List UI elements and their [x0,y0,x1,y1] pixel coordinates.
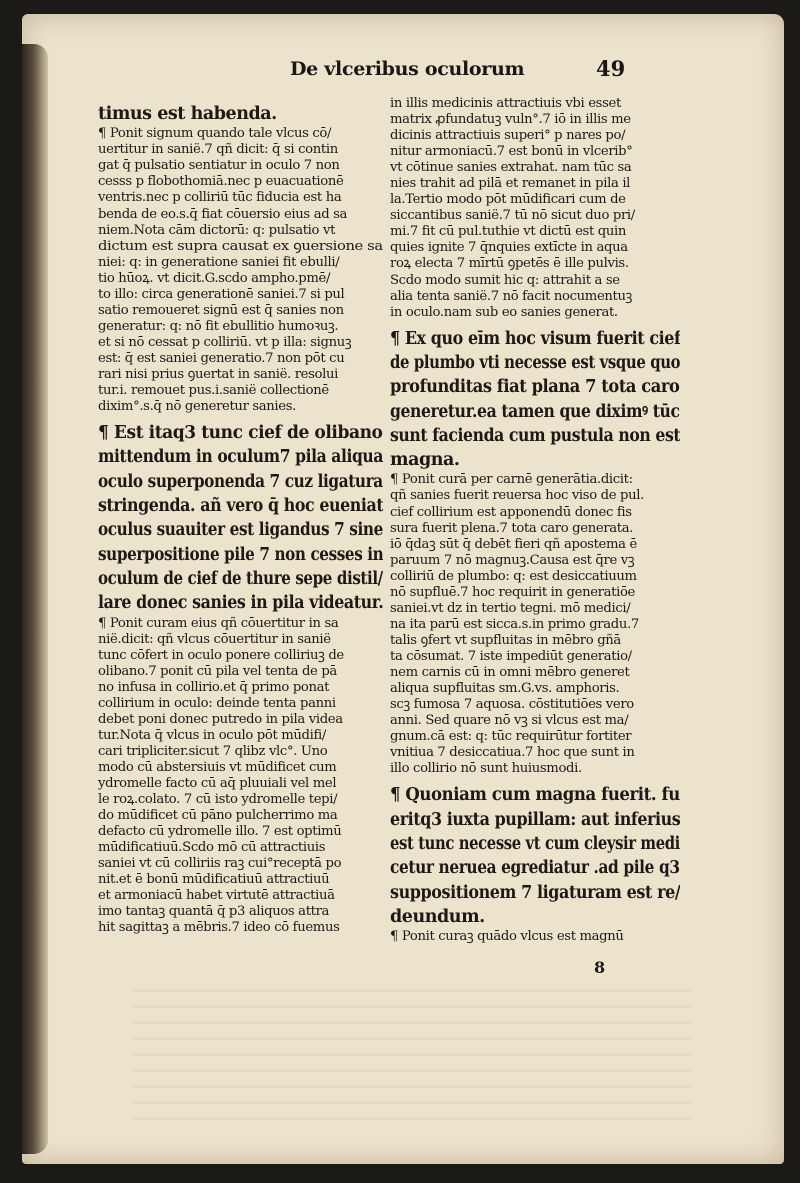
text-line: vnitiua 7 desiccatiua.7 hoc que sunt in [390,745,635,761]
text-line: Scdo modo sumit hic q: attrahit a se [390,272,620,288]
text-line: cief collirium est apponendū donec fis [390,504,632,520]
text-line: hit sagittaꝫ a mēbris.7 ideo cō fuemus [98,920,340,936]
text-line: dixim°.s.q̄ nō generetur sanies. [98,399,297,415]
text-line: profunditas fiat plana 7 tota caro [390,377,680,398]
text-line: sunt facienda cum pustula non est [390,425,680,446]
commentary-block [390,929,680,945]
text-line: deundum. [390,906,485,927]
left-column [98,96,383,936]
text-line: satio remoueret signū est q̄ sanies non [98,302,344,318]
text-line: eritq3 iuxta pupillam: aut inferius [390,809,680,830]
text-line: cetur neruea egrediatur .ad pile q3 [390,858,680,879]
text-line: saniei.vt dz in tertio tegni. mō medici/ [390,600,631,616]
text-line: no infusa in collirio.et q̄ primo ponat [98,679,330,695]
text-block-large [98,102,383,126]
text-block-large [390,783,680,929]
text-line: cari tripliciter.sicut 7 qlibz vlc°. Uno [98,743,328,759]
text-line: alia tenta sanië.7 nō facit nocumentuꝫ [390,288,633,304]
text-line: ¶ Est itaq3 tunc cief de olibano [98,423,383,444]
text-line: rari nisi prius ꝯuertat in sanië. resolui [98,367,339,382]
text-line: suppositionem 7 ligaturam est re/ [390,882,681,903]
text-line: ¶ Quoniam cum magna fuerit. fu [390,785,680,806]
text-line: dictum est supra causat ex ꝯuersione sa [98,238,383,254]
text-line: colliriū de plumbo: q: est desiccatiuum [390,568,637,584]
text-line: timus est habenda. [98,104,277,124]
text-line: nit.et ē bonū mūdificatiuū attractiuū [98,872,330,888]
text-line: superpositione pile 7 non cesses in [98,544,384,565]
text-block-large [98,421,383,615]
text-line: cesss p flobothomiā.nec p euacuationē [98,174,344,190]
text-line: niem.Nota cām dictorū: q: pulsatio vt [98,222,336,238]
text-line: la.Tertio modo pōt mūdificari cum de [390,192,626,208]
text-line: est: q̄ est saniei generatio.7 non pōt cu [98,350,345,366]
text-line: benda de eo.s.q̄ fiat cōuersio eius ad sa [98,206,348,222]
commentary-block [98,616,383,937]
signature-mark: 8 [594,958,606,977]
text-line: et si nō cessat p colliriū. vt p illa: signuꝫ [98,334,352,350]
text-line: ¶ Ponit curam eius qñ cōuertitur in sa [98,615,339,631]
text-line: uertitur in sanië.7 qñ dicit: q̄ si contin [98,142,338,158]
text-line: collirium in oculo: deinde tenta panni [98,695,336,711]
text-line: debet poni donec putredo in pila videa [98,711,343,727]
text-line: nem carnis cū in omni mēbro generet [390,665,630,680]
commentary-block [98,126,383,415]
text-line: talis ꝯfert vt supfluitas in mēbro gñā [390,632,621,648]
text-line: nitur armoniacū.7 est bonū in vlcerib° [390,144,633,160]
text-line: illo collirio nō sunt huiusmodi. [390,761,582,777]
text-line: ¶ Ponit signum quando tale vlcus cō/ [98,126,332,142]
text-line: to illo: circa generationē saniei.7 si pul [98,286,345,302]
text-line: oculus suauiter est ligandus 7 sine [98,520,383,541]
text-block-large [390,327,680,473]
text-line: tio hūoꝝ. vt dicit.G.scdo ampho.pmē/ [98,270,331,286]
text-line: ydromelle facto cū aq̄ pluuiali vel mel [98,775,337,791]
commentary-block [390,96,680,321]
text-line: generetur.ea tamen que diximꝰ tūc [390,401,680,422]
text-line: anni. Sed quare nō vꝫ si vlcus est ma/ [390,713,629,729]
text-line: sura fuerit plena.7 tota caro generata. [390,520,634,536]
text-line: siccantibus sanië.7 tū nō sicut duo pri/ [390,208,635,224]
text-line: le roꝝ.colato. 7 cū isto ydromelle tepi/ [98,792,338,808]
text-line: oculo superponenda 7 cuz ligatura [98,471,383,492]
text-line: defacto cū ydromelle illo. 7 est optimū [98,824,342,840]
text-line: mi.7 fit cū pul.tuthie vt dictū est quin [390,224,626,240]
text-line: iō q̄daꝫ sūt q̄ debēt fieri qñ apostema ē [390,536,637,552]
paper-texture [132,989,692,1129]
text-line: qñ sanies fuerit reuersa hoc viso de pul. [390,488,644,504]
text-line: dicinis attractiuis superi° p nares po/ [390,128,626,144]
text-line: tur.i. remouet pus.i.sanië collectionē [98,383,329,399]
text-line: modo cū abstersiuis vt mūdificet cum [98,759,337,775]
text-line: et armoniacū habet virtutē attractiuā [98,888,335,904]
text-line: de plumbo vti necesse est vsque quo [390,352,680,373]
text-line: oculum de cief de thure sepe distil/ [98,568,383,589]
text-line: na ita parū est sicca.s.in primo gradu.7 [390,616,639,632]
text-line: do mūdificet cū pāno pulcherrimo ma [98,808,338,824]
text-line: ¶ Ponit curaꝫ quādo vlcus est magnū [390,929,624,945]
right-column [390,96,680,945]
text-line: lare donec sanies in pila videatur. [98,593,384,614]
text-line: nō supfluē.7 hoc requirit in generatiōe [390,584,636,600]
text-line: mittendum in oculum7 pila aliqua [98,447,383,468]
text-line: roꝝ electa 7 mīrtū ꝯpetēs ē ille pulvis. [390,256,629,272]
text-line: ¶ Ponit curā per carnē generātia.dicit: [390,472,633,488]
text-line: stringenda. añ vero q̄ hoc eueniat [98,496,384,517]
text-line: niei: q: in generatione saniei fit ebulli/ [98,254,340,270]
commentary-block [390,472,680,777]
text-line: nies trahit ad pilā et remanet in pila il [390,176,631,192]
text-line: magna. [390,450,460,471]
text-line: olibano.7 ponit cū pila vel tenta de pā [98,663,337,679]
text-line: nië.dicit: qñ vlcus cōuertitur in sanië [98,631,331,647]
text-line: ventris.nec p colliriū tūc fiducia est ha [98,190,342,206]
text-line: gnum.cā est: q: tūc requirūtur fortiter [390,729,632,745]
text-line: imo tantaꝫ quantā q̄ p3 aliquos attra [98,904,330,920]
text-line: in illis medicinis attractiuis vbi esset [390,96,621,111]
text-line: paruum 7 nō magnuꝫ.Causa est q̄re vꝫ [390,552,635,568]
text-line: in oculo.nam sub eo sanies generat. [390,304,618,320]
text-line: vt cōtinue sanies extrahat. nam tūc sa [390,160,632,176]
folio-number: 49 [596,56,626,81]
text-line: matrix ꝓfundatuꝫ vuln°.7 iō in illis me [390,112,631,128]
text-line: saniei vt cū colliriis raꝫ cui°receptā po [98,856,342,872]
text-line: ta cōsumat. 7 iste impediūt generatio/ [390,648,632,664]
text-line: quies ignite 7 q̄nquies extīcte in aqua [390,240,628,256]
text-line: scꝫ fumosa 7 aquosa. cōstitutiōes vero [390,697,634,713]
text-line: tunc cōfert in oculo ponere colliriuꝫ de [98,647,344,663]
text-line: aliqua supfluitas sm.G.vs. amphoris. [390,681,620,697]
text-line: ¶ Ex quo eīm hoc visum fuerit cief [390,328,680,349]
page-gutter [22,44,48,1154]
running-head: De vlceribus oculorum [290,58,525,80]
text-line: generatur: q: nō fit ebullitio humoꝛuꝫ. [98,318,339,334]
text-line: est tunc necesse vt cum cleysir medi [390,833,680,854]
text-line: mūdificatiuū.Scdo mō cū attractiuis [98,840,326,856]
text-line: tur.Nota q̄ vlcus in oculo pōt mūdifi/ [98,727,327,743]
text-line: gat q̄ pulsatio sentiatur in oculo 7 non [98,158,340,174]
